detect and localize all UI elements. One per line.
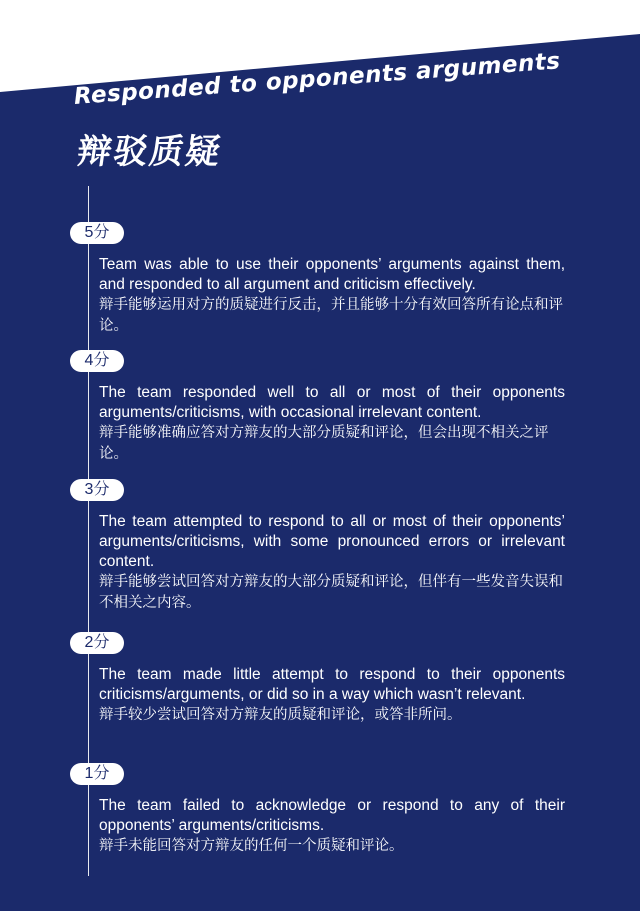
description-cn: 辩手能够尝试回答对方辩友的大部分质疑和评论，但伴有一些发音失误和不相关之内容。: [99, 574, 563, 611]
score-description: [99, 255, 565, 337]
score-description: [99, 665, 565, 726]
score-badge: 4分: [70, 350, 124, 372]
description-cn: 辩手较少尝试回答对方辩友的质疑和评论，或答非所问。: [99, 707, 462, 723]
description-en: Team was able to use their opponents’ arguments against them, and responded to all argument and criticism effectively.: [99, 256, 565, 293]
score-badge: 3分: [70, 479, 124, 501]
score-description: [99, 512, 565, 614]
title-chinese: 辩驳质疑: [74, 132, 225, 172]
score-badge: 5分: [70, 222, 124, 244]
score-description: [99, 796, 565, 857]
score-badge: 1分: [70, 763, 124, 785]
description-en: The team made little attempt to respond to their opponents criticisms/arguments, or did so in a way which wasn’t relevant.: [99, 666, 565, 703]
title-english: Responded to opponents arguments: [73, 48, 562, 110]
description-en: The team failed to acknowledge or respond to any of their opponents’ arguments/criticisms.: [99, 797, 565, 834]
description-cn: 辩手能够运用对方的质疑进行反击，并且能够十分有效回答所有论点和评论。: [99, 297, 563, 334]
score-badge: 2分: [70, 632, 124, 654]
score-description: [99, 383, 565, 465]
description-cn: 辩手未能回答对方辩友的任何一个质疑和评论。: [99, 838, 404, 854]
description-en: The team attempted to respond to all or most of their opponents’ arguments/criticisms, with some pronounced errors or irrelevant content.: [99, 513, 565, 570]
description-en: The team responded well to all or most of their opponents arguments/criticisms, with occasional irrelevant content.: [99, 384, 565, 421]
description-cn: 辩手能够准确应答对方辩友的大部分质疑和评论，但会出现不相关之评论。: [99, 425, 549, 462]
